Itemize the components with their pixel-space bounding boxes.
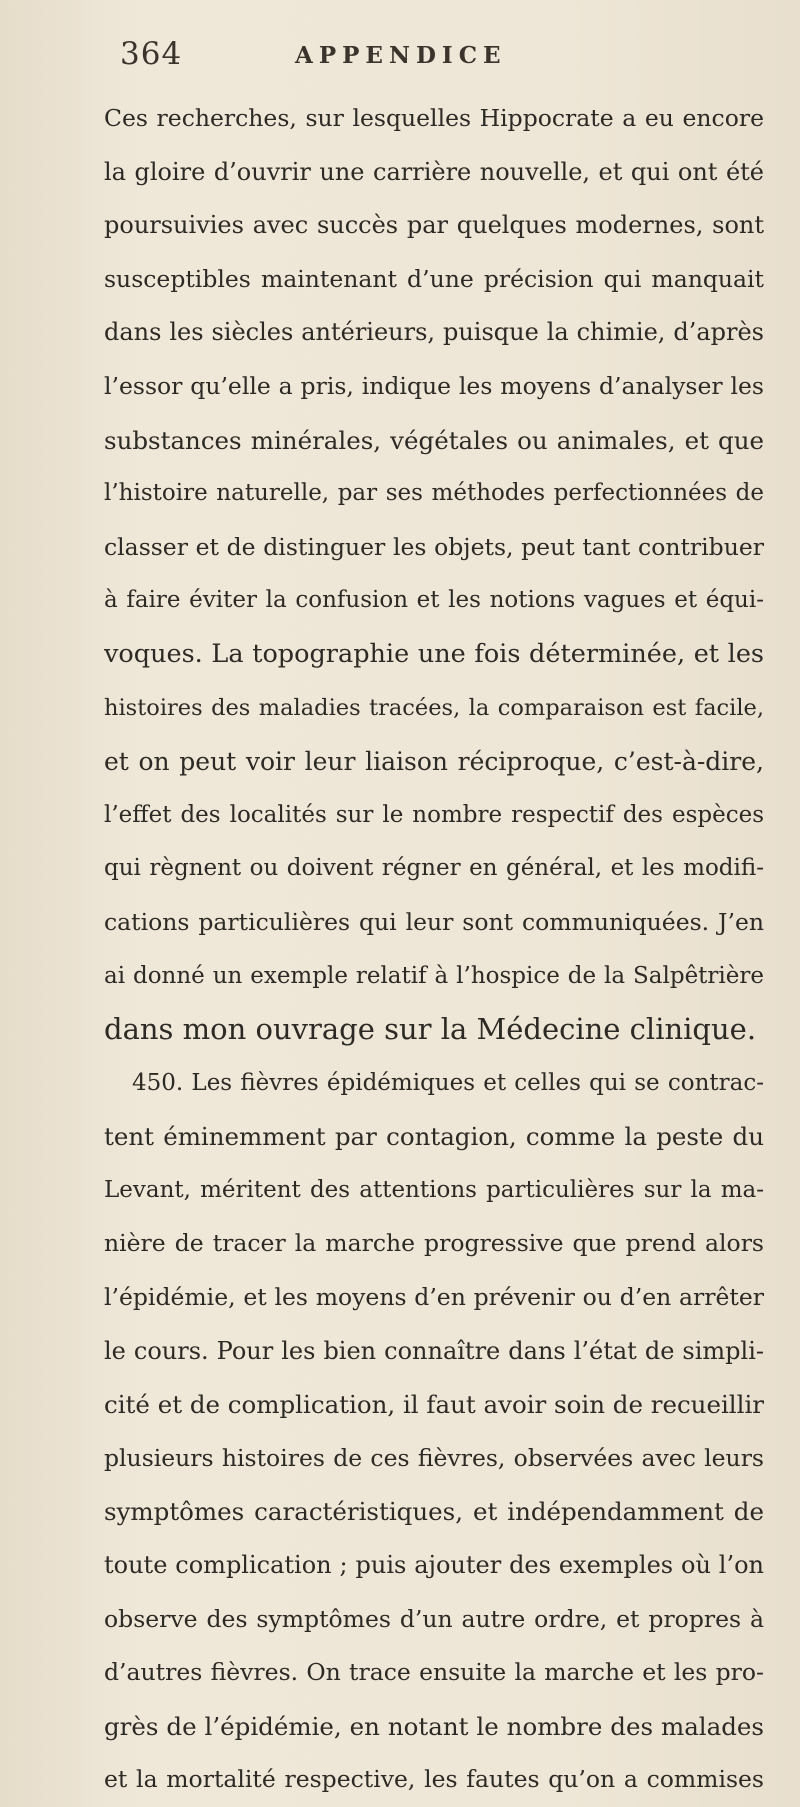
- page-header: [120, 36, 680, 76]
- text-line: la gloire d’ouvrir une carrière nouvelle, et qui ont été: [104, 157, 764, 186]
- text-line: toute complication ; puis ajouter des exemples où l’on: [104, 1551, 764, 1580]
- text-line: histoires des maladies tracées, la comparaison est facile,: [104, 694, 764, 721]
- text-line: d’autres fièvres. On trace ensuite la marche et les pro-: [104, 1658, 764, 1687]
- text-line: susceptibles maintenant d’une précision qui manquait: [104, 264, 764, 293]
- text-line: l’histoire naturelle, par ses méthodes perfectionnées de: [104, 480, 764, 507]
- text-line: cité et de complication, il faut avoir soin de recueillir: [104, 1390, 764, 1420]
- text-line: symptômes caractéristiques, et indépendamment de: [104, 1497, 764, 1527]
- text-line: 450. Les fièvres épidémiques et celles qui se contrac-: [132, 1069, 764, 1096]
- text-line: voques. La topographie une fois déterminée, et les: [104, 638, 764, 669]
- text-line: cations particulières qui leur sont communiquées. J’en: [104, 907, 764, 936]
- text-line: dans mon ouvrage sur la Médecine clinique.: [104, 1012, 757, 1047]
- text-line: Ces recherches, sur lesquelles Hippocrate a eu encore: [104, 104, 764, 132]
- text-line: dans les siècles antérieurs, puisque la chimie, d’après: [104, 318, 764, 347]
- text-line: poursuivies avec succès par quelques modernes, sont: [104, 211, 764, 240]
- text-line: l’essor qu’elle a pris, indique les moyens d’analyser les: [104, 371, 764, 400]
- body-text: [104, 92, 764, 1807]
- text-line: l’effet des localités sur le nombre respectif des espèces: [104, 801, 764, 828]
- text-line: le cours. Pour les bien connaître dans l’état de simpli-: [104, 1336, 764, 1365]
- text-line: à faire éviter la confusion et les notions vagues et équi-: [104, 587, 764, 614]
- text-line: et la mortalité respective, les fautes qu’on a commises: [104, 1765, 764, 1794]
- text-line: classer et de distinguer les objets, peut tant contribuer: [104, 532, 764, 561]
- text-line: grès de l’épidémie, en notant le nombre des malades: [104, 1711, 764, 1741]
- text-line: ai donné un exemple relatif à l’hospice de la Salpêtrière: [104, 962, 764, 989]
- text-line: nière de tracer la marche progressive que prend alors: [104, 1229, 764, 1258]
- text-line: observe des symptômes d’un autre ordre, et propres à: [104, 1604, 764, 1633]
- text-line: Levant, méritent des attentions particulières sur la ma-: [104, 1176, 764, 1203]
- running-head: APPENDICE: [295, 42, 507, 69]
- text-line: plusieurs histoires de ces fièvres, observées avec leurs: [104, 1443, 764, 1472]
- text-line: qui règnent ou doivent régner en général, et les modifi-: [104, 855, 764, 882]
- text-line: et on peut voir leur liaison réciproque, c’est-à-dire,: [104, 747, 764, 777]
- text-line: tent éminemment par contagion, comme la peste du: [104, 1122, 764, 1152]
- text-line: substances minérales, végétales ou animales, et que: [104, 425, 764, 455]
- text-line: l’épidémie, et les moyens d’en prévenir ou d’en arrêter: [104, 1283, 764, 1312]
- page-number: 364: [120, 36, 183, 72]
